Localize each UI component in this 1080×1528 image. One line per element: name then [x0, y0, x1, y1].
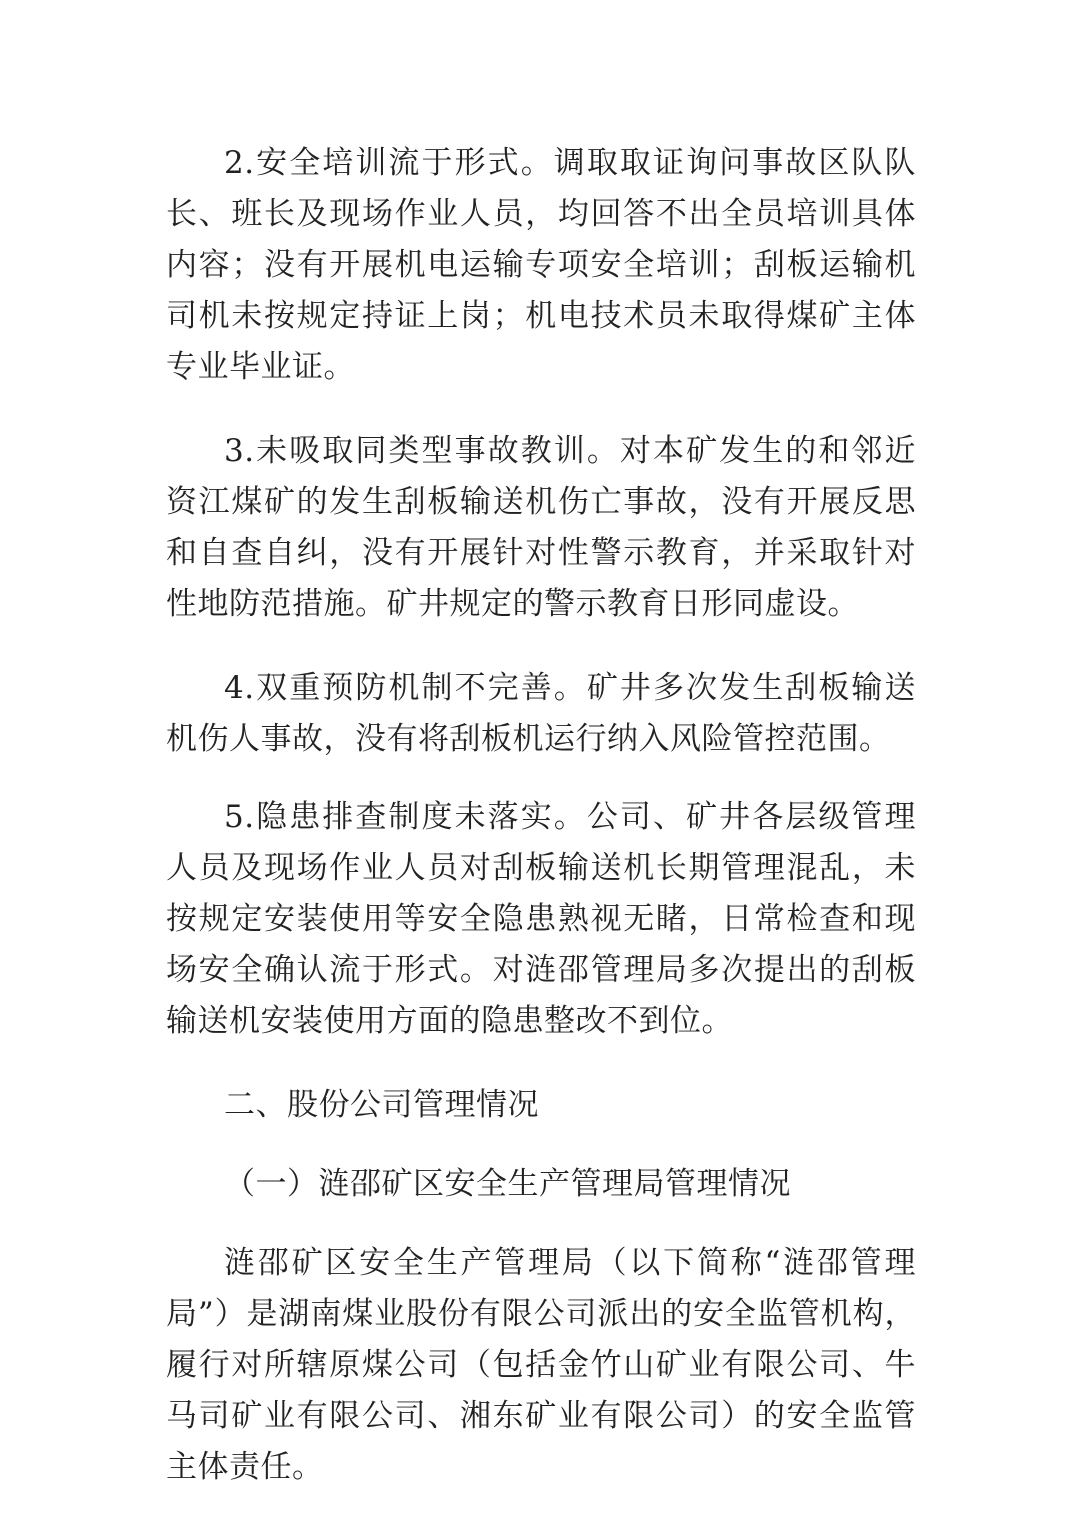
paragraph-lianshao-bureau: 涟邵矿区安全生产管理局（以下简称“涟邵管理局”）是湖南煤业股份有限公司派出的安全监管机构，履行对所辖原煤公司（包括金竹山矿业有限公司、牛马司矿业有限公司、湘东矿业有限公司）的安全监管主体责任。: [166, 1245, 916, 1485]
paragraph-dual-prevention: 4.双重预防机制不完善。矿井多次发生刮板输送机伤人事故，没有将刮板机运行纳入风险管控范围。: [166, 670, 916, 757]
paragraph-safety-training: 2.安全培训流于形式。调取取证询问事故区队队长、班长及现场作业人员，均回答不出全员培训具体内容；没有开展机电运输专项安全培训；刮板运输机司机未按规定持证上岗；机电技术员未取得煤矿主体专业毕业证。: [166, 145, 916, 385]
paragraph-accident-lessons: 3.未吸取同类型事故教训。对本矿发生的和邻近资江煤矿的发生刮板输送机伤亡事故，没有开展反思和自查自纠，没有开展针对性警示教育，并采取针对性地防范措施。矿井规定的警示教育日形同虚设。: [166, 433, 916, 622]
paragraph-hazard-inspection: 5.隐患排查制度未落实。公司、矿井各层级管理人员及现场作业人员对刮板输送机长期管理混乱，未按规定安装使用等安全隐患熟视无睹，日常检查和现场安全确认流于形式。对涟邵管理局多次提出的刮板输送机安装使用方面的隐患整改不到位。: [166, 799, 916, 1039]
document-page: [166, 138, 916, 1493]
subsection-heading: （一）涟邵矿区安全生产管理局管理情况: [224, 1166, 791, 1202]
section-heading: 二、股份公司管理情况: [224, 1087, 539, 1123]
